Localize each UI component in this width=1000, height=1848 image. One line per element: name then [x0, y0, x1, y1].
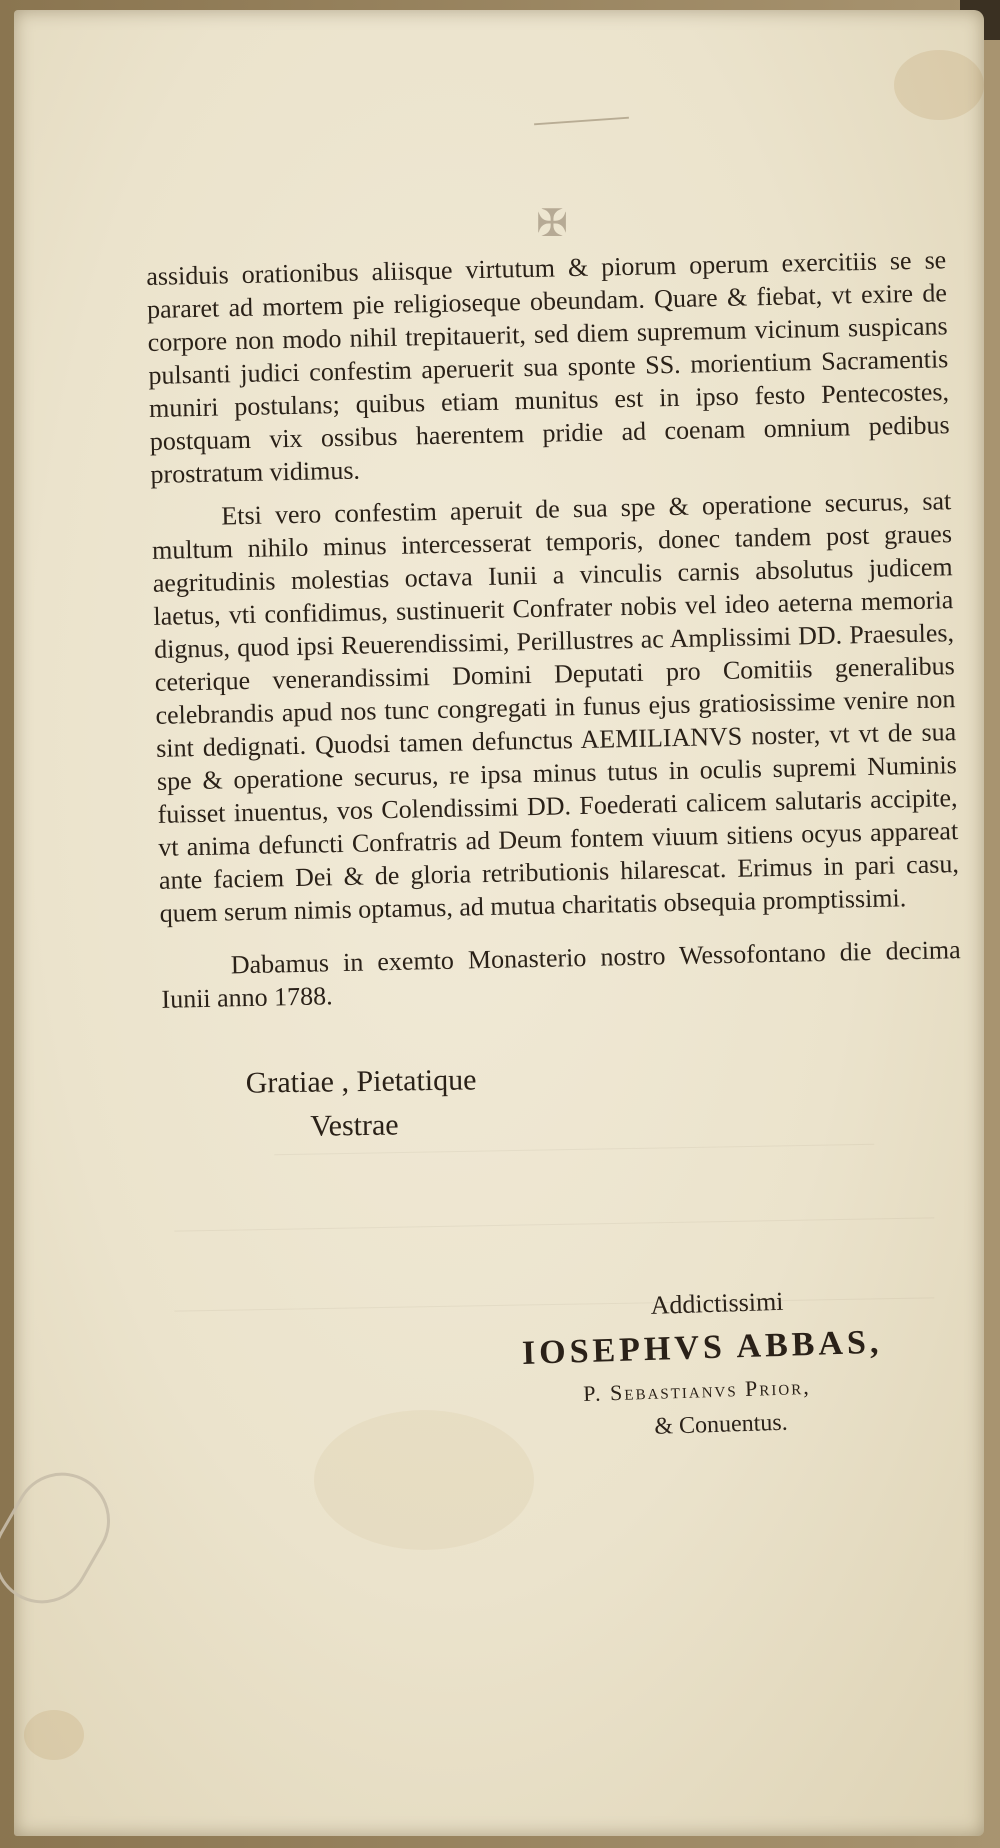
date-paragraph: Dabamus in exemto Monasterio nostro Wessofontano die decima Iunii anno 1788.	[161, 935, 961, 1014]
signature-prior: P. Sebastianvs Prior,	[582, 1373, 812, 1407]
paper-fold-mark	[0, 1455, 128, 1621]
signature-abbas: IOSEPHVS ABBAS,	[521, 1323, 883, 1372]
signature-block	[520, 1276, 975, 1448]
salutation-line: Vestrae	[310, 1108, 399, 1143]
ink-stroke-mark	[534, 117, 629, 126]
signature-addictissimi: Addictissimi	[650, 1286, 784, 1320]
body-paragraph: assiduis orationibus aliisque virtutum & piorum operum exercitiis se se pararet ad mortem pie religioseque obeundam. Quare & fiebat, vt exire de corpore non modo nihil trepitauerit, sed diem supremum vicinum suspicans pulsanti judici confestim aperuerit sua sponte SS. morientium Sacramentis muniri postulans; quibus etiam munitus est in ipso festo Pentecostes, postquam vix ossibus haerentem pridie ad coenam omnium pedibus prostratum vidimus.	[146, 245, 950, 489]
paper-stain	[894, 50, 984, 120]
signature-conventus: & Conuentus.	[653, 1409, 789, 1440]
salutation-line: Gratiae , Pietatique	[245, 1063, 477, 1100]
paper-stain	[24, 1710, 84, 1760]
body-paragraph: Etsi vero confestim aperuit de sua spe & operatione securus, sat multum nihilo minus intercesserat temporis, donec tandem post graues aegritudinis molestias octava Iunii a vinculis carnis absolutus judicem laetus, vti confidimus, sustinuerit Confrater nobis vel ideo aeterna memoria dignus, quod ipsi Reuerendissimi, Perillustres ac Amplissimi DD. Praesules, ceterique venerandissimi Domini Deputati pro Comitiis generalibus celebrandis apud nos tunc congregati in funus ejus gratiosissime venire non sint dedignati. Quodsi tamen defunctus AEMILIANVS noster, vt vt de sua spe & operatione securus, re ipsa minus tutus in oculis supremi Numinis fuisset inuentus, vos Colendissimi DD. Foederati calicem salutaris accipite, vt anima defuncti Confratris ad Deum fontem viuum sitiens ocyus appareat ante faciem Dei & de gloria retributionis hilarescat. Erimus in pari casu, quem serum nimis optamus, ad mutua charitatis obsequia promptissimi.	[151, 486, 960, 928]
bleed-through-shadow	[174, 1183, 934, 1231]
paper-stain	[314, 1410, 534, 1550]
cross-ornament-icon: ✠	[536, 203, 568, 245]
document-body	[146, 243, 962, 1026]
salutation	[245, 1058, 477, 1149]
